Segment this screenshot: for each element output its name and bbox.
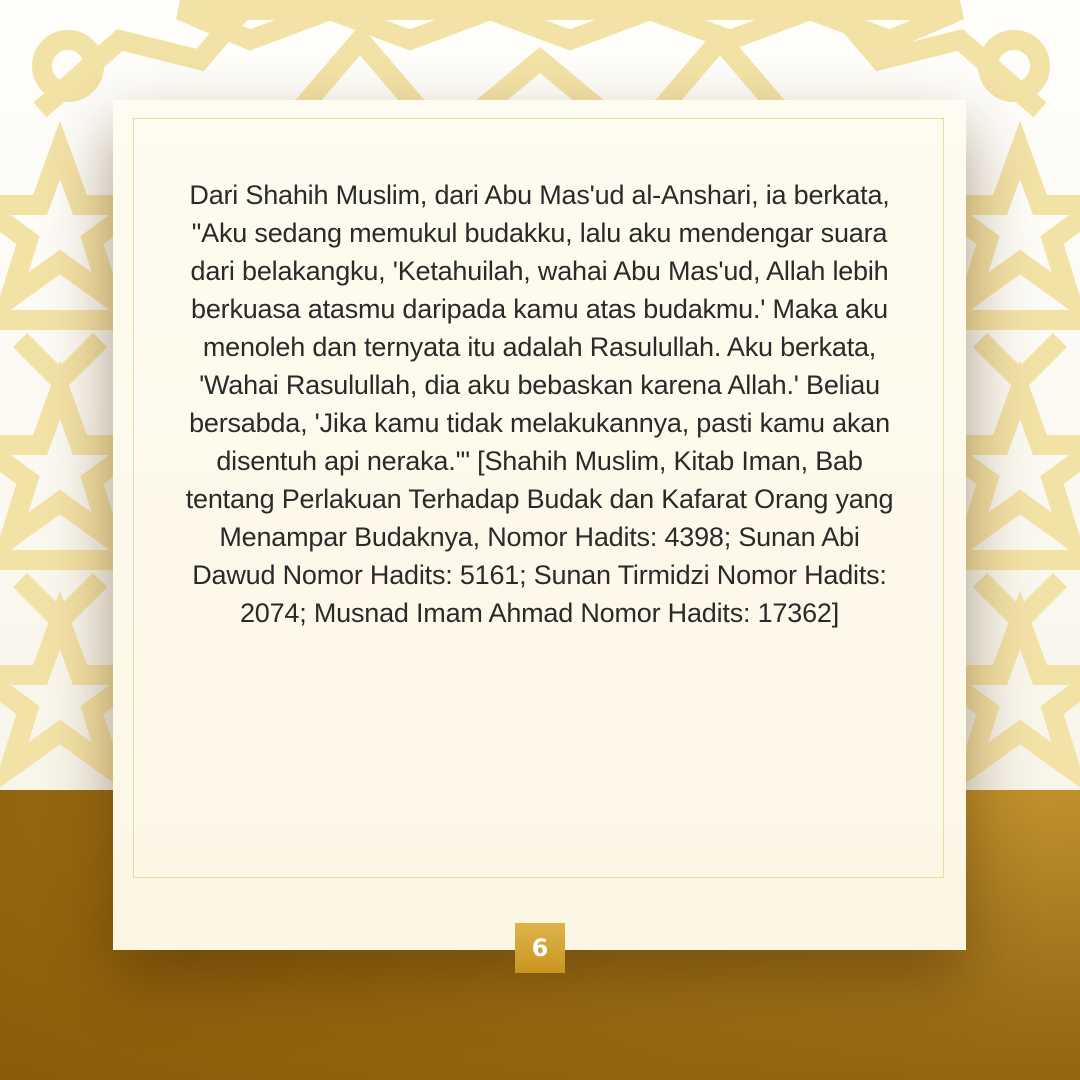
hadith-text: Dari Shahih Muslim, dari Abu Mas'ud al-Anshari, ia berkata, "Aku sedang memukul budakku, lalu aku mendengar suara dari belakangku, 'Ketahuilah, wahai Abu Mas'ud, Allah lebih berkuasa atasmu daripada kamu atas budakmu.' Maka aku menoleh dan ternyata itu adalah Rasulullah. Aku berkata, 'Wahai Rasulullah, dia aku bebaskan karena Allah.' Beliau bersabda, 'Jika kamu tidak melakukannya, pasti kamu akan disentuh api neraka.'" [Shahih Muslim, Kitab Iman, Bab tentang Perlakuan Terhadap Budak dan Kafarat Orang yang Menampar Budaknya, Nomor Hadits: 4398; Sunan Abi Dawud Nomor Hadits: 5161; Sunan Tirmidzi Nomor Hadits: 2074; Musnad Imam Ahmad Nomor Hadits: 17362]: [185, 180, 894, 628]
hadith-card: [113, 100, 966, 950]
page-number-badge: 6: [515, 923, 565, 973]
